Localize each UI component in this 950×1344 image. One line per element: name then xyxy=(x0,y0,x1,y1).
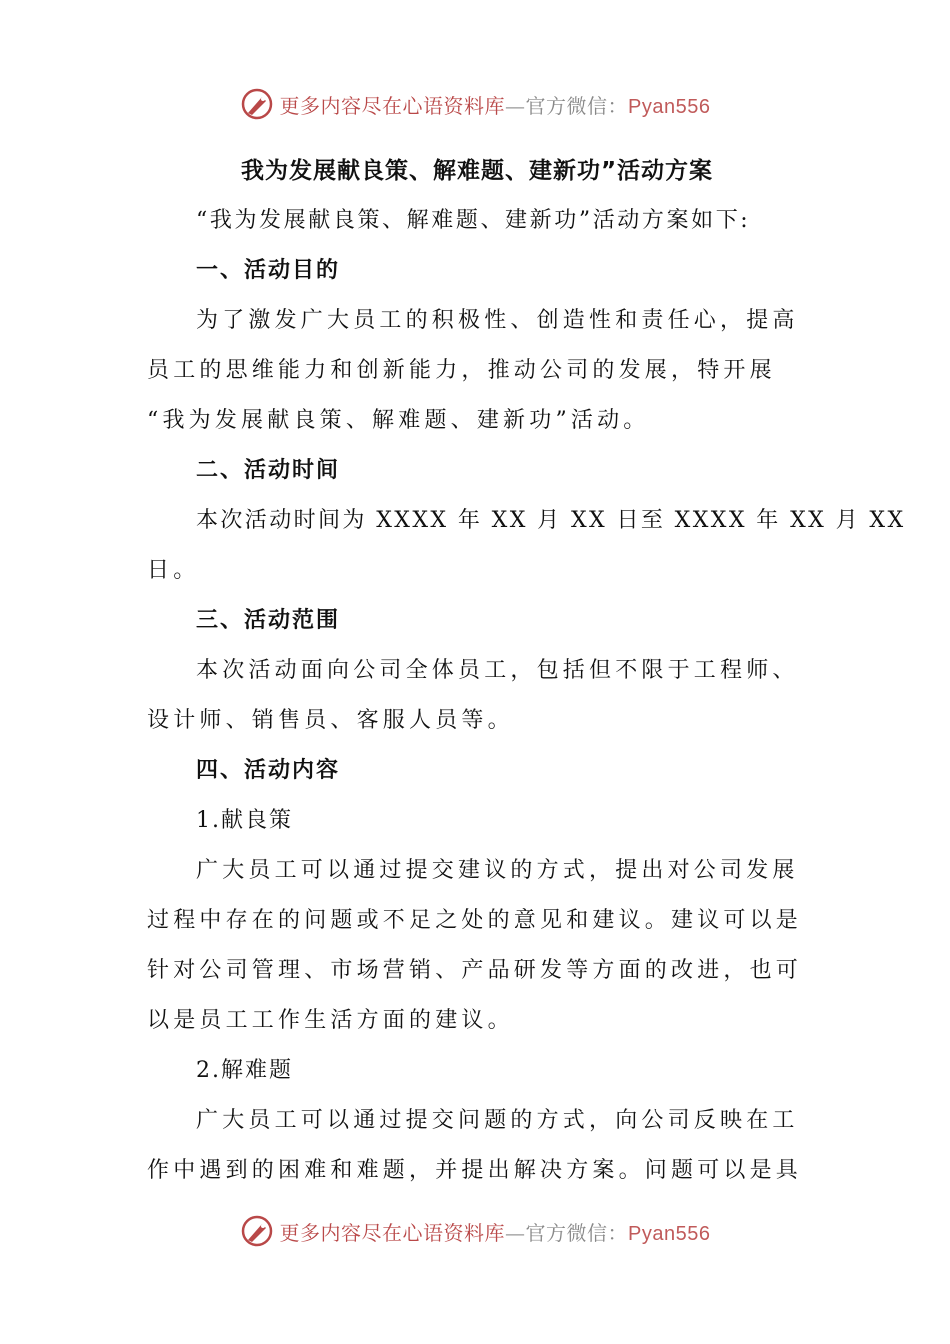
paragraph-line: 为了激发广大员工的积极性、创造性和责任心，提高 xyxy=(196,308,799,333)
watermark-text: 更多内容尽在心语资料库—官方微信：Pyan556 xyxy=(279,1220,711,1245)
watermark-banner-top xyxy=(0,84,950,124)
document-title: 我为发展献良策、解难题、建新功”活动方案 xyxy=(240,158,714,184)
watermark-text: 更多内容尽在心语资料库—官方微信：Pyan556 xyxy=(279,93,711,118)
paragraph-line: 员工的思维能力和创新能力，推动公司的发展，特开展 xyxy=(147,358,776,383)
section-heading-time: 二、活动时间 xyxy=(196,458,341,483)
section-heading-scope: 三、活动范围 xyxy=(196,608,341,633)
paragraph-line: 本次活动时间为 XXXX 年 XX 月 XX 日至 XXXX 年 XX 月 XX xyxy=(196,508,906,533)
paragraph-line: 以是员工工作生活方面的建议。 xyxy=(147,1008,514,1033)
paragraph-line: 针对公司管理、市场营销、产品研发等方面的改进，也可 xyxy=(147,958,803,983)
subheading-suggestions: 1.献良策 xyxy=(196,808,293,833)
paragraph-line: 广大员工可以通过提交建议的方式，提出对公司发展 xyxy=(196,858,799,883)
section-heading-purpose: 一、活动目的 xyxy=(196,258,341,283)
pen-nib-logo-icon xyxy=(240,1214,274,1248)
paragraph-line: 广大员工可以通过提交问题的方式，向公司反映在工 xyxy=(196,1108,799,1133)
document-body xyxy=(147,146,906,1196)
watermark-banner-bottom xyxy=(0,1211,950,1251)
subheading-problems: 2.解难题 xyxy=(196,1058,293,1083)
section-heading-content: 四、活动内容 xyxy=(196,758,341,783)
pen-nib-logo-icon xyxy=(240,87,274,121)
paragraph-line: 设计师、销售员、客服人员等。 xyxy=(147,708,514,733)
paragraph-line: 日。 xyxy=(147,558,200,583)
paragraph-line: 本次活动面向公司全体员工，包括但不限于工程师、 xyxy=(196,658,799,683)
paragraph-line: 作中遇到的困难和难题，并提出解决方案。问题可以是具 xyxy=(147,1158,803,1183)
paragraph-line: “我为发展献良策、解难题、建新功”活动。 xyxy=(147,408,650,433)
intro-paragraph: “我为发展献良策、解难题、建新功”活动方案如下: xyxy=(196,208,751,233)
paragraph-line: 过程中存在的问题或不足之处的意见和建议。建议可以是 xyxy=(147,908,803,933)
